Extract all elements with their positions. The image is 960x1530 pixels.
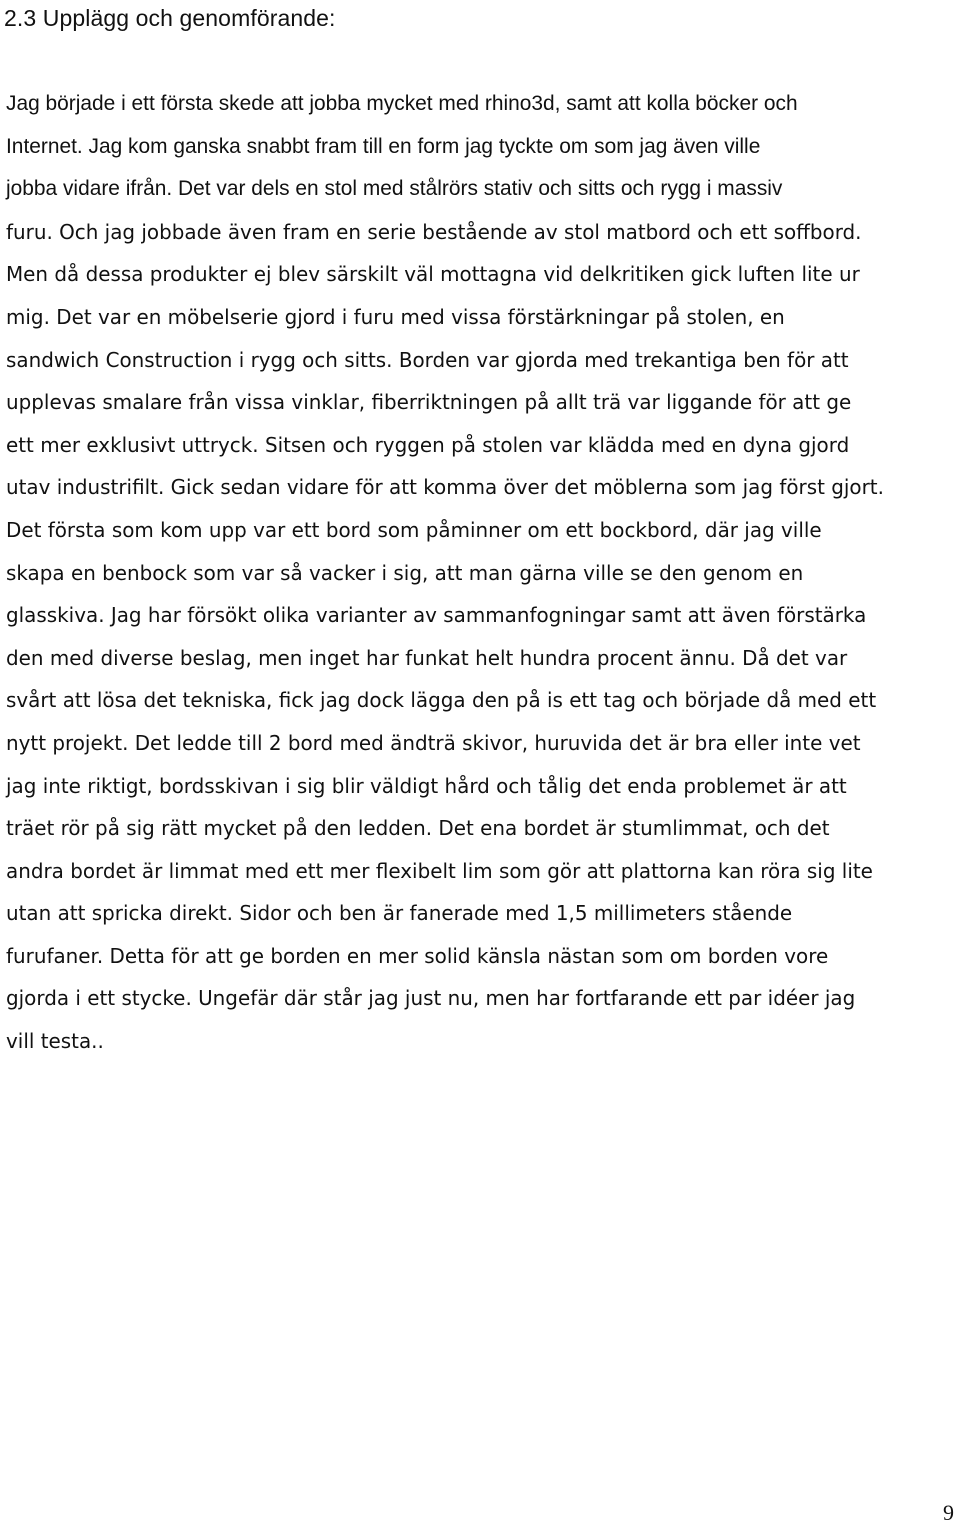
paragraph-line: furufaner. Detta för att ge borden en mer solid känsla nästan som om borden vore [6, 943, 829, 968]
paragraph-line: ett mer exklusivt uttryck. Sitsen och ryggen på stolen var klädda med en dyna gjord [6, 432, 850, 457]
paragraph-line: sandwich Construction i rygg och sitts. Borden var gjorda med trekantiga ben för att [6, 347, 849, 372]
paragraph-line: vill testa.. [6, 1029, 104, 1054]
paragraph-line: Jag började i ett första skede att jobba mycket med rhino3d, samt att kolla böcker och [6, 92, 798, 115]
paragraph-line: träet rör på sig rätt mycket på den ledden. Det ena bordet är stumlimmat, och det [6, 816, 830, 841]
page-number: 9 [943, 1500, 954, 1525]
paragraph-line: svårt att lösa det tekniska, fick jag dock lägga den på is ett tag och började då med ett [6, 688, 877, 713]
paragraph-line: utan att spricka direkt. Sidor och ben är fanerade med 1,5 millimeters stående [6, 901, 793, 926]
paragraph-line: andra bordet är limmat med ett mer flexibelt lim som gör att plattorna kan röra sig lite [6, 858, 873, 883]
paragraph-line: mig. Det var en möbelserie gjord i furu med vissa förstärkningar på stolen, en [6, 304, 785, 329]
paragraph-line: nytt projekt. Det ledde till 2 bord med ändträ skivor, huruvida det är bra eller inte vet [6, 730, 861, 755]
paragraph-line: Internet. Jag kom ganska snabbt fram till en form jag tyckte om som jag även ville [6, 134, 761, 158]
paragraph-line: glasskiva. Jag har försökt olika varianter av sammanfogningar samt att även förstärka [6, 603, 867, 628]
body-paragraph [6, 83, 960, 1063]
paragraph-line: Det första som kom upp var ett bord som påminner om ett bockbord, där jag ville [6, 517, 822, 542]
paragraph-line: Men då dessa produkter ej blev särskilt väl mottagna vid delkritiken gick luften lite ur [6, 262, 860, 287]
paragraph-line: upplevas smalare från vissa vinklar, fiberriktningen på allt trä var liggande för att ge [6, 390, 852, 415]
paragraph-line: jobba vidare ifrån. Det var dels en stol med stålrörs stativ och sitts och rygg i massiv [6, 177, 783, 201]
paragraph-line: jag inte riktigt, bordsskivan i sig blir väldigt hård och tålig det enda problemet är att [6, 773, 847, 798]
section-heading: 2.3 Upplägg och genomförande: [4, 5, 336, 31]
paragraph-line: skapa en benbock som var så vacker i sig, att man gärna ville se den genom en [6, 560, 804, 585]
paragraph-line: den med diverse beslag, men inget har funkat helt hundra procent ännu. Då det var [6, 645, 848, 670]
paragraph-line: gjorda i ett stycke. Ungefär där står jag just nu, men har fortfarande ett par idéer jag [6, 986, 856, 1011]
paragraph-line: utav industrifilt. Gick sedan vidare för att komma över det möblerna som jag först gjort. [6, 475, 884, 500]
paragraph-line: furu. Och jag jobbade även fram en serie bestående av stol matbord och ett soffbord. [6, 219, 862, 244]
